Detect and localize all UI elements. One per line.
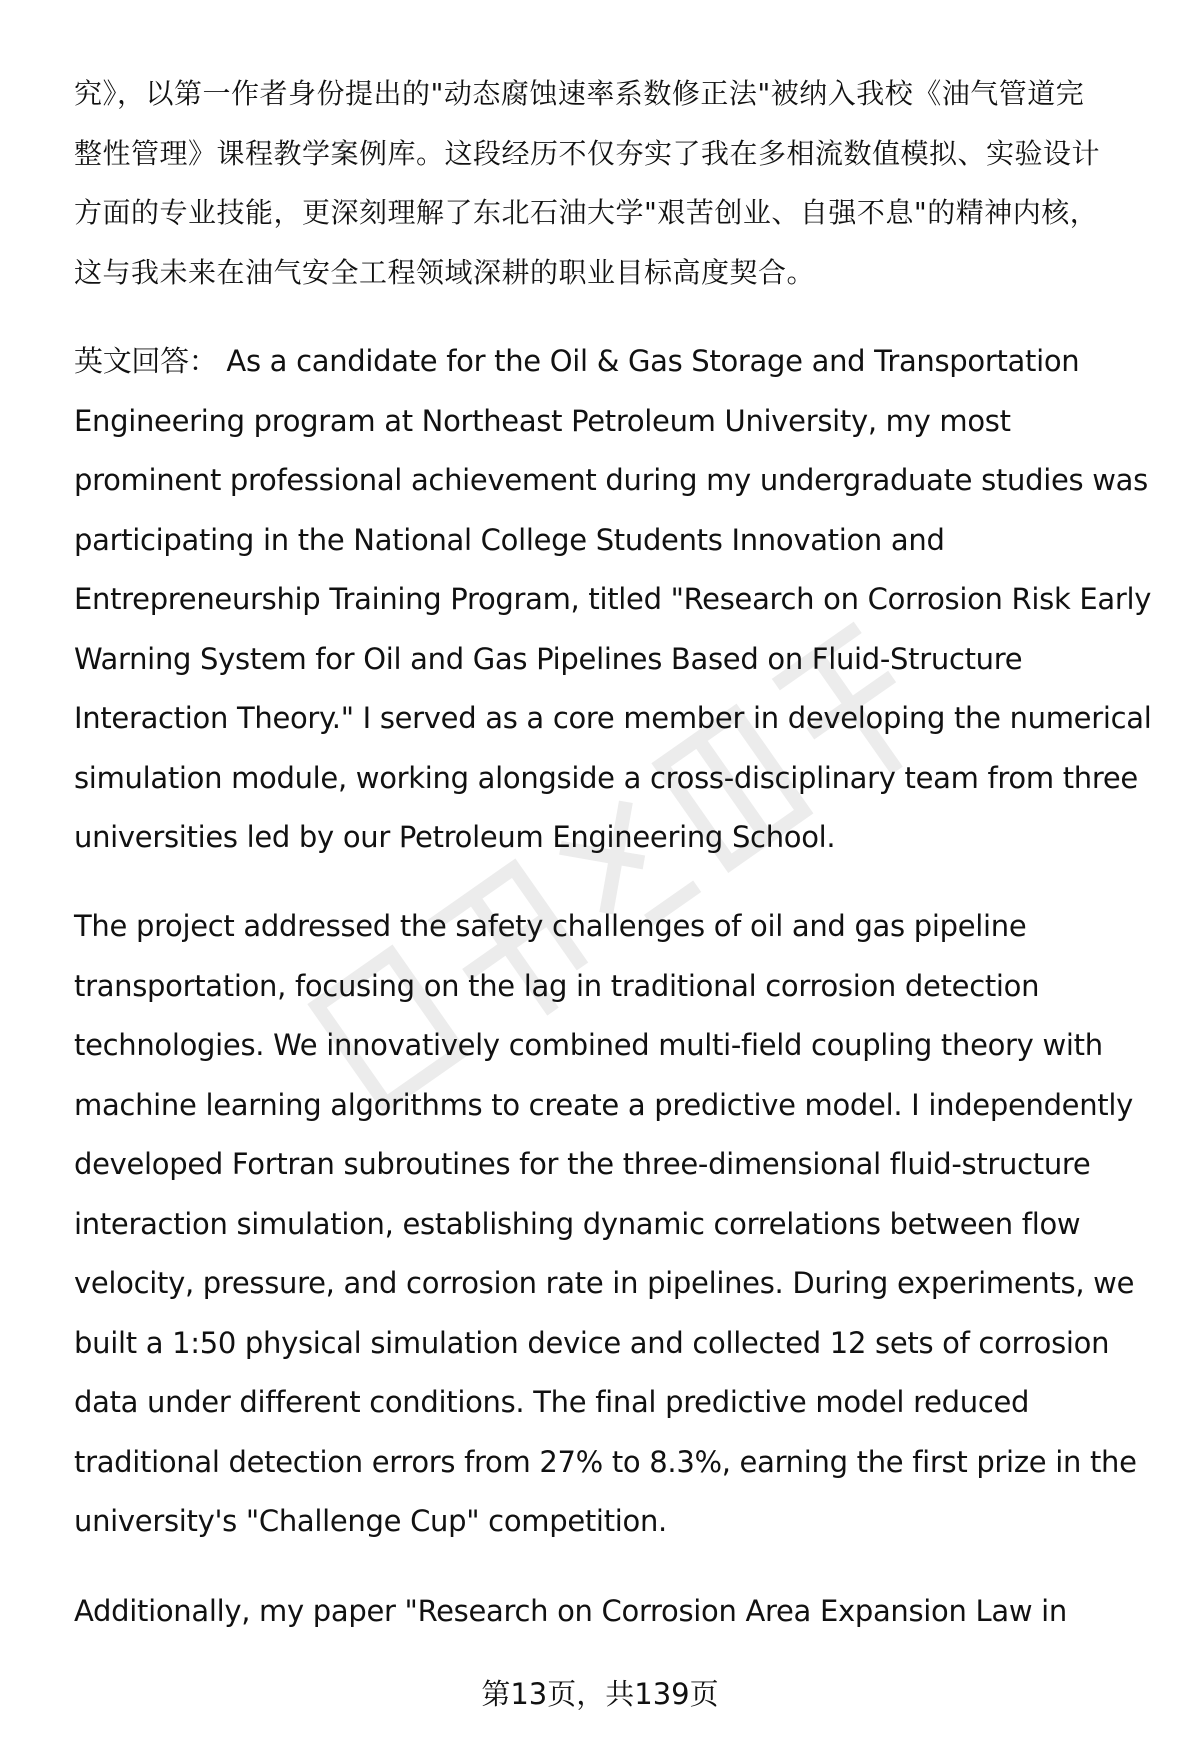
- english-paragraph-1: [74, 332, 1174, 868]
- text-line: 英文回答： As a candidate for the Oil & Gas Storage and Transportation: [74, 344, 1080, 378]
- text-line: 究》，以第一作者身份提出的"动态腐蚀速率系数修正法"被纳入我校《油气管道完: [74, 77, 1085, 110]
- text-line: 整性管理》课程教学案例库。这段经历不仅夯实了我在多相流数值模拟、实验设计: [74, 136, 1101, 170]
- text-line: machine learning algorithms to create a predictive model. I independently: [74, 1087, 1133, 1122]
- text-line: transportation, focusing on the lag in traditional corrosion detection: [74, 968, 1040, 1003]
- text-line: prominent professional achievement during my undergraduate studies was: [74, 463, 1148, 497]
- text-line: The project addressed the safety challenges of oil and gas pipeline: [74, 909, 1027, 943]
- text-line: 这与我未来在油气安全工程领域深耕的职业目标高度契合。: [74, 255, 816, 289]
- text-line: participating in the National College Students Innovation and: [74, 522, 945, 557]
- text-line: Interaction Theory." I served as a core member in developing the numerical: [74, 701, 1152, 735]
- text-line: 方面的专业技能，更深刻理解了东北石油大学"艰苦创业、自强不息"的精神内核，: [74, 196, 1099, 229]
- chinese-paragraph: [74, 64, 1174, 302]
- text-line: data under different conditions. The final predictive model reduced: [74, 1385, 1030, 1419]
- text-line: technologies. We innovatively combined multi-field coupling theory with: [74, 1028, 1103, 1062]
- text-line: simulation module, working alongside a cross-disciplinary team from three: [74, 760, 1138, 795]
- text-line: interaction simulation, establishing dynamic correlations between flow: [74, 1206, 1081, 1241]
- text-line: built a 1:50 physical simulation device and collected 12 sets of corrosion: [74, 1325, 1110, 1360]
- page-indicator: 第13页，共139页: [481, 1677, 719, 1711]
- text-line: universities led by our Petroleum Engineering School.: [74, 820, 836, 854]
- text-line: developed Fortran subroutines for the three-dimensional fluid-structure: [74, 1147, 1091, 1181]
- text-line: velocity, pressure, and corrosion rate in pipelines. During experiments, we: [74, 1266, 1135, 1300]
- english-paragraph-3: [74, 1582, 1174, 1642]
- text-line: Additionally, my paper "Research on Corrosion Area Expansion Law in: [74, 1594, 1068, 1628]
- text-line: Warning System for Oil and Gas Pipelines Based on Fluid-Structure: [74, 641, 1023, 676]
- text-line: traditional detection errors from 27% to 8.3%, earning the first prize in the: [74, 1444, 1137, 1479]
- text-line: Entrepreneurship Training Program, titled "Research on Corrosion Risk Early: [74, 582, 1152, 616]
- text-line: Engineering program at Northeast Petroleum University, my most: [74, 403, 1011, 438]
- english-paragraph-2: [74, 897, 1174, 1552]
- text-line: university's "Challenge Cup" competition.: [74, 1504, 667, 1538]
